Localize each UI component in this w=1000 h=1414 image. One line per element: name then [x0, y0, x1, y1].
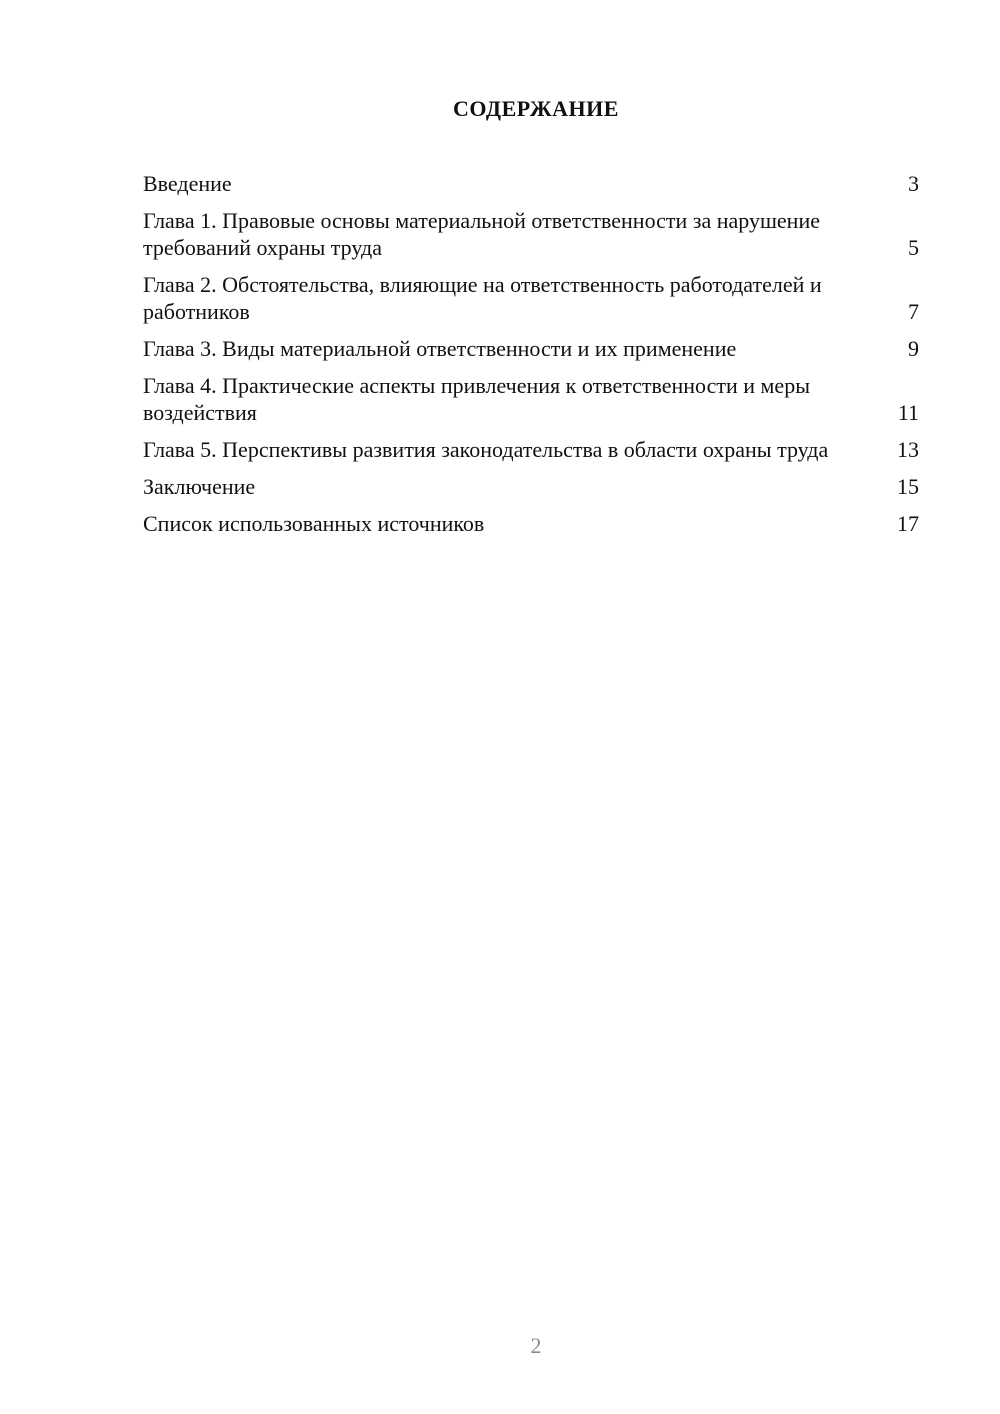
toc-entry-page: 17: [897, 511, 919, 536]
toc-entry-page: 7: [908, 299, 919, 324]
toc-entry-page: 3: [908, 171, 919, 196]
toc-entry: [143, 473, 919, 500]
toc-entry-page: 15: [897, 474, 919, 499]
toc-entry-title: Введение: [143, 171, 232, 196]
page-title: СОДЕРЖАНИЕ: [453, 96, 619, 121]
toc-entry-title: Глава 2. Обстоятельства, влияющие на ответственность работодателей и работников: [143, 272, 822, 324]
page-number: 2: [530, 1333, 542, 1358]
toc-entry: [143, 170, 919, 197]
toc-entry: [143, 335, 919, 362]
toc-entry: [143, 510, 919, 537]
toc-entry-title: Глава 1. Правовые основы материальной ответственности за нарушение требований охраны труда: [143, 208, 820, 260]
toc-entry-title: Глава 3. Виды материальной ответственности и их применение: [143, 336, 737, 361]
toc-entry-title: Глава 5. Перспективы развития законодательства в области охраны труда: [143, 437, 829, 462]
toc-entry: [143, 372, 919, 426]
toc-entry-page: 5: [908, 235, 919, 260]
toc-entry-title: Список использованных источников: [143, 511, 485, 536]
toc-entry: [143, 436, 919, 463]
toc-entry: [143, 207, 919, 261]
table-of-contents: [143, 170, 919, 547]
toc-entry-page: 11: [897, 400, 919, 425]
toc-entry-page: 13: [897, 437, 919, 462]
toc-entry-title: Заключение: [143, 474, 256, 499]
toc-entry-title: Глава 4. Практические аспекты привлечения к ответственности и меры воздействия: [143, 373, 810, 425]
toc-entry-page: 9: [908, 336, 919, 361]
toc-entry: [143, 271, 919, 325]
